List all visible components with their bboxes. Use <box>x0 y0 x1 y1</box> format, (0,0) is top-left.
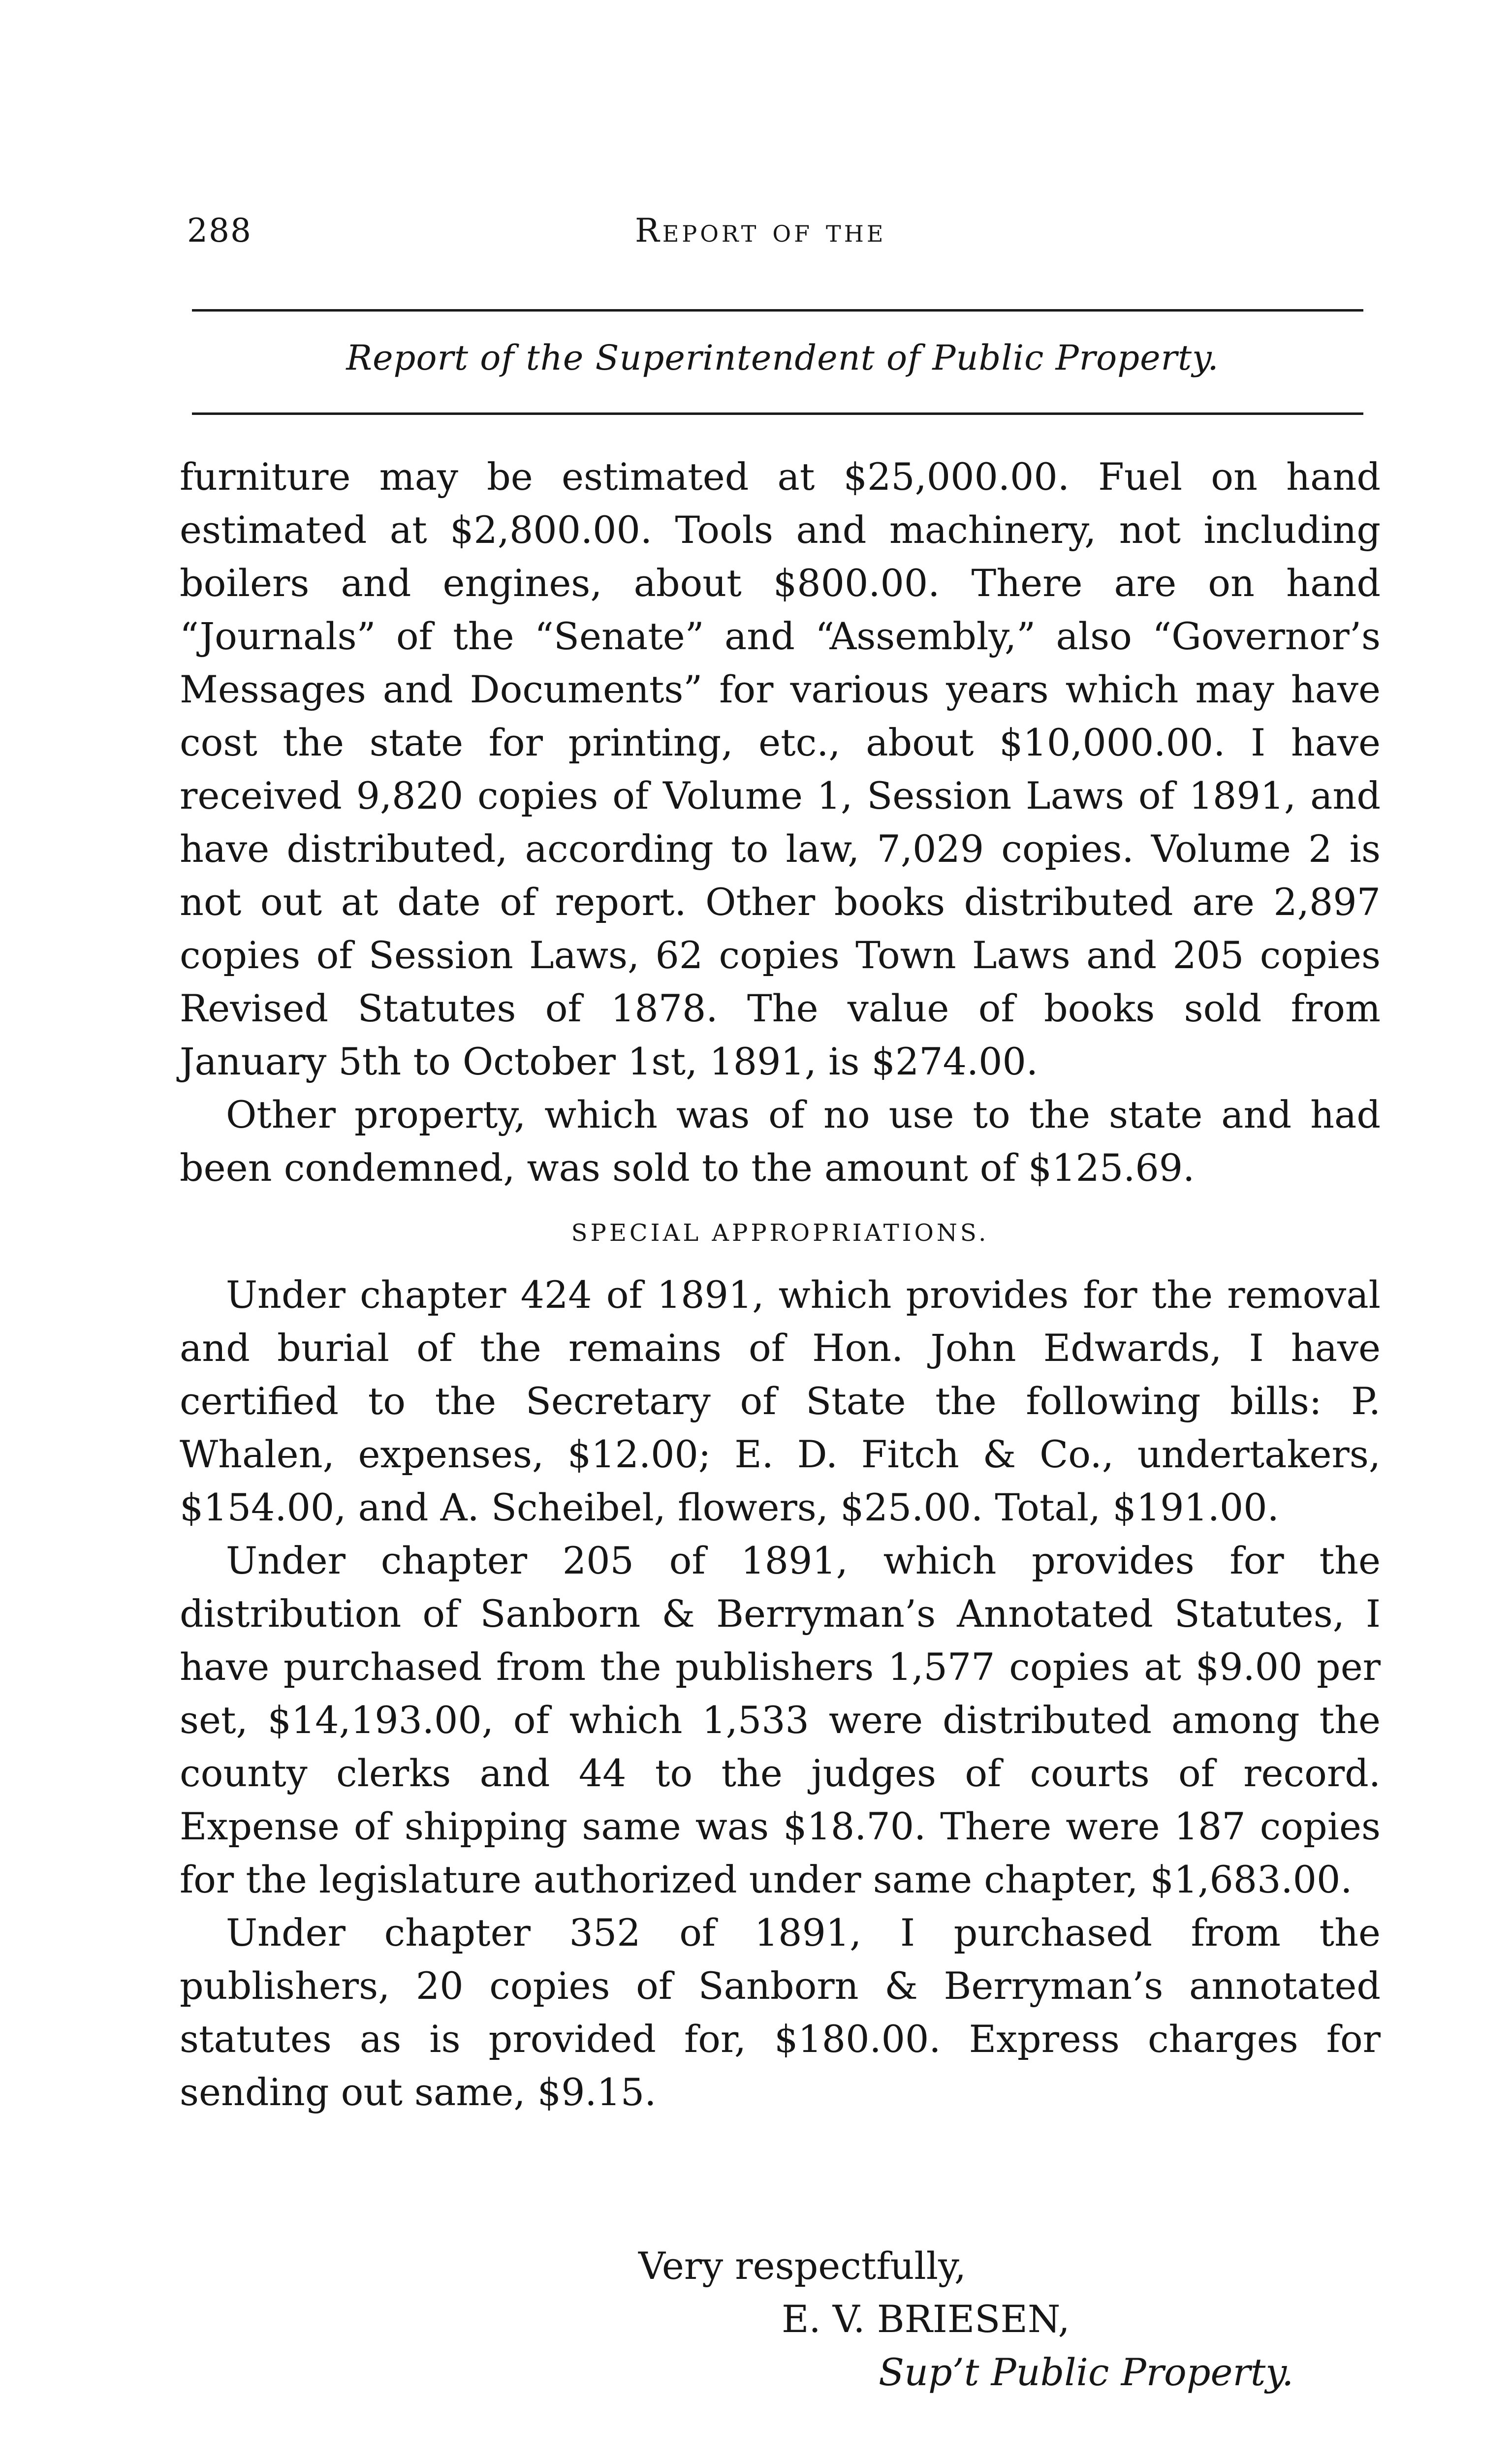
page-header <box>187 202 1378 261</box>
body-paragraph: Under chapter 424 of 1891, which provides for the removal and burial of the remains of Hon. John Edwards, I have certified to the Secretary of State the following bills: P. Whalen, expenses, $12.00; E. D. Fitch & Co., undertakers, $154.00, and A. Scheibel, flowers, $25.00. Total, $191.00. <box>180 1273 1381 1529</box>
signature-closing: Very respectfully, <box>638 2244 967 2288</box>
body-paragraph: Other property, which was of no use to the state and had been condemned, was sold to the amount of $125.69. <box>180 1093 1381 1190</box>
body-paragraph: Under chapter 205 of 1891, which provides for the distribution of Sanborn & Berryman’s Annotated Statutes, I have purchased from the publishers 1,577 copies at $9.00 per set, $14,193.00, of which 1,533 were distributed among the county clerks and 44 to the judges of courts of record. Expense of shipping same was $18.70. There were 187 copies for the legislature authorized under same chapter, $1,683.00. <box>180 1539 1381 1901</box>
signature-title: Sup’t Public Property. <box>879 2350 1294 2394</box>
running-head: Report of the <box>635 212 886 250</box>
header-rule-bottom <box>192 412 1363 415</box>
body-paragraph: furniture may be estimated at $25,000.00. Fuel on hand estimated at $2,800.00. Tools and machinery, not including boilers and engines, about $800.00. There are on hand “Journals” of the “Senate” and “Assembly,” also “Governor’s Messages and Documents” for various years which may have cost the state for printing, etc., about $10,000.00. I have received 9,820 copies of Volume 1, Session Laws of 1891, and have distributed, according to law, 7,029 copies. Volume 2 is not out at date of report. Other books distributed are 2,897 copies of Session Laws, 62 copies Town Laws and 205 copies Revised Statutes of 1878. The value of books sold from January 5th to October 1st, 1891, is $274.00. <box>180 455 1381 1083</box>
page-number: 288 <box>187 212 252 250</box>
report-subhead: Report of the Superintendent of Public Property. <box>346 338 1219 378</box>
report-body <box>180 450 1381 2119</box>
signature-block <box>180 2240 1381 2399</box>
header-rule-top <box>192 309 1363 312</box>
body-paragraph: Under chapter 352 of 1891, I purchased from the publishers, 20 copies of Sanborn & Berryman’s annotated statutes as is provided for, $180.00. Express charges for sending out same, $9.15. <box>180 1911 1381 2114</box>
signature-name: E. V. BRIESEN, <box>782 2297 1070 2341</box>
section-heading: SPECIAL APPROPRIATIONS. <box>571 1219 989 1247</box>
